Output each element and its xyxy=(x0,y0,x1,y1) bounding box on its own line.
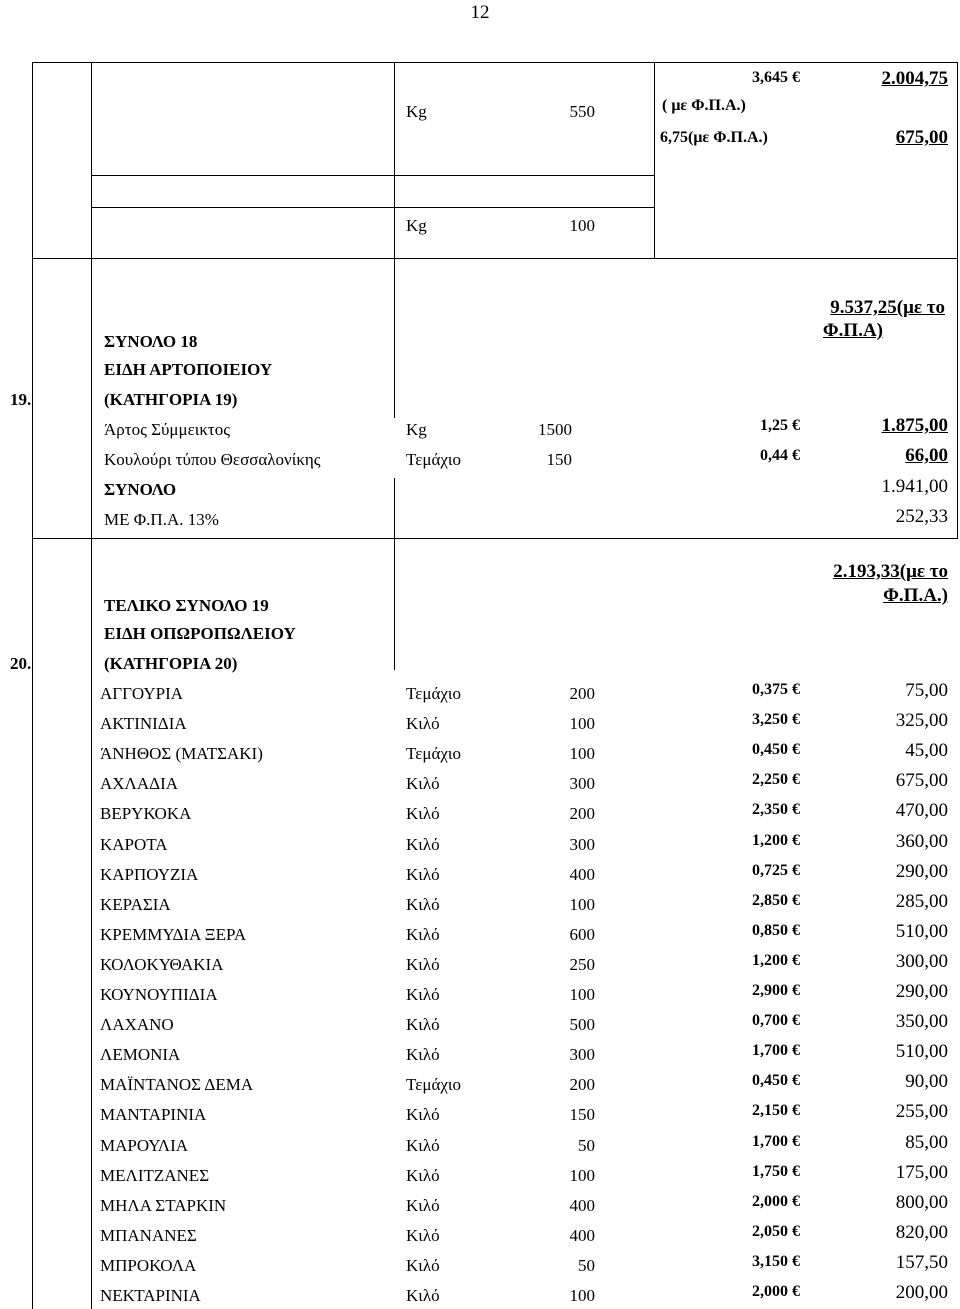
item-quantity: 100 xyxy=(569,1286,595,1305)
item-unit: Κιλό xyxy=(406,1015,440,1034)
item-quantity: 400 xyxy=(569,1226,595,1245)
item-name: ΜΑΪΝΤΑΝΟΣ ΔΕΜΑ xyxy=(100,1075,254,1094)
item-quantity: 200 xyxy=(569,684,595,703)
item-total: 800,00 xyxy=(895,1192,948,1213)
item-name: ΒΕΡΥΚΟΚΑ xyxy=(100,804,192,823)
column-divider xyxy=(394,538,395,670)
price-note: ( με Φ.Π.Α.) xyxy=(662,97,746,114)
price-table xyxy=(0,62,958,1309)
item-name: ΑΧΛΑΔΙΑ xyxy=(100,774,179,793)
column-divider xyxy=(394,478,395,538)
item-name: ΜΠΑΝΑΝΕΣ xyxy=(100,1226,197,1245)
section-19-final-value: 2.193,33(με το xyxy=(833,561,948,582)
item-total: 157,50 xyxy=(895,1252,948,1273)
item-price: 1,200 € xyxy=(752,832,800,849)
item-price: 0,375 € xyxy=(752,681,800,698)
item-name: ΜΑΝΤΑΡΙΝΙΑ xyxy=(100,1105,207,1124)
item-name: ΚΑΡΠΟΥΖΙΑ xyxy=(100,865,199,884)
item-unit: Κιλό xyxy=(406,865,440,884)
item-quantity: 500 xyxy=(569,1015,595,1034)
section-19-final-value: Φ.Π.Α.) xyxy=(883,585,948,606)
item-name: ΚΕΡΑΣΙΑ xyxy=(100,895,171,914)
item-unit: Κιλό xyxy=(406,1105,440,1124)
item-total: 75,00 xyxy=(905,680,948,701)
item-name: ΑΓΓΟΥΡΙΑ xyxy=(100,684,184,703)
item-quantity: 100 xyxy=(569,895,595,914)
row-divider xyxy=(32,258,958,259)
row-divider xyxy=(32,538,958,539)
item-total: 66,00 xyxy=(905,445,948,466)
item-name: ΜΕΛΙΤΖΑΝΕΣ xyxy=(100,1166,210,1185)
item-price: 2,900 € xyxy=(752,982,800,999)
item-unit: Κιλό xyxy=(406,925,440,944)
item-unit: Κιλό xyxy=(406,1226,440,1245)
item-price: 1,750 € xyxy=(752,1163,800,1180)
item-quantity: 300 xyxy=(569,835,595,854)
item-total: 510,00 xyxy=(895,1041,948,1062)
item-price: 1,200 € xyxy=(752,952,800,969)
row-divider xyxy=(91,175,655,176)
item-price: 0,725 € xyxy=(752,862,800,879)
item-total: 470,00 xyxy=(895,800,948,821)
price-cell: 6,75(με Φ.Π.Α.) xyxy=(660,129,768,146)
column-divider xyxy=(394,258,395,418)
item-quantity: 250 xyxy=(569,955,595,974)
column-divider xyxy=(654,62,655,258)
item-price: 2,000 € xyxy=(752,1283,800,1300)
item-total: 510,00 xyxy=(895,921,948,942)
item-quantity: 200 xyxy=(569,804,595,823)
item-name: ΜΠΡΟΚΟΛΑ xyxy=(100,1256,197,1275)
item-total: 290,00 xyxy=(895,861,948,882)
item-total: 45,00 xyxy=(905,740,948,761)
item-price: 3,250 € xyxy=(752,711,800,728)
item-total: 255,00 xyxy=(895,1101,948,1122)
item-unit: Κιλό xyxy=(406,1136,440,1155)
item-total: 325,00 xyxy=(895,710,948,731)
item-total: 1.875,00 xyxy=(881,415,948,436)
section-19-sum-label: ΣΥΝΟΛΟ xyxy=(104,480,177,499)
item-name: ΚΑΡΟΤΑ xyxy=(100,835,168,854)
section-19-vat-label: ΜΕ Φ.Π.Α. 13% xyxy=(104,510,219,529)
item-unit: Κιλό xyxy=(406,955,440,974)
item-quantity: 600 xyxy=(569,925,595,944)
item-name: ΛΕΜΟΝΙΑ xyxy=(100,1045,181,1064)
item-price: 2,250 € xyxy=(752,771,800,788)
item-price: 1,700 € xyxy=(752,1133,800,1150)
item-unit: Κιλό xyxy=(406,774,440,793)
item-total: 360,00 xyxy=(895,831,948,852)
item-quantity: 100 xyxy=(569,744,595,763)
item-unit: Τεμάχιο xyxy=(406,1075,461,1094)
row-divider xyxy=(32,62,958,63)
item-total: 175,00 xyxy=(895,1162,948,1183)
item-unit: Τεμάχιο xyxy=(406,744,461,763)
item-name: ΚΟΥΝΟΥΠΙΔΙΑ xyxy=(100,985,218,1004)
column-divider xyxy=(91,62,92,258)
item-price: 0,44 € xyxy=(760,447,800,464)
item-price: 1,25 € xyxy=(760,417,800,434)
item-unit: Κιλό xyxy=(406,1045,440,1064)
item-price: 0,450 € xyxy=(752,1072,800,1089)
item-unit: Κιλό xyxy=(406,835,440,854)
item-price: 0,700 € xyxy=(752,1012,800,1029)
item-total: 90,00 xyxy=(905,1071,948,1092)
item-unit: Κιλό xyxy=(406,1196,440,1215)
item-name: ΜΗΛΑ ΣΤΑΡΚΙΝ xyxy=(100,1196,227,1215)
item-quantity: 1500 xyxy=(538,420,572,439)
item-quantity: 200 xyxy=(569,1075,595,1094)
item-unit: Τεμάχιο xyxy=(406,684,461,703)
item-name: ΜΑΡΟΥΛΙΑ xyxy=(100,1136,189,1155)
section-20-category: (ΚΑΤΗΓΟΡΙΑ 20) xyxy=(104,654,238,673)
item-total: 290,00 xyxy=(895,981,948,1002)
unit-cell: Kg xyxy=(406,102,427,121)
item-name: ΚΡΕΜΜΥΔΙΑ ΞΕΡΑ xyxy=(100,925,247,944)
item-quantity: 400 xyxy=(569,865,595,884)
item-total: 300,00 xyxy=(895,951,948,972)
section-19-title: ΕΙΔΗ ΑΡΤΟΠΟΙΕΙΟΥ xyxy=(104,360,273,379)
item-name: ΆΝΗΘΟΣ (ΜΑΤΣΑΚΙ) xyxy=(100,744,263,763)
quantity-cell: 550 xyxy=(569,102,595,121)
item-price: 0,850 € xyxy=(752,922,800,939)
page-number: 12 xyxy=(470,2,490,23)
total-cell: 675,00 xyxy=(895,127,948,148)
item-total: 200,00 xyxy=(895,1282,948,1303)
item-price: 2,350 € xyxy=(752,801,800,818)
item-price: 2,000 € xyxy=(752,1193,800,1210)
section-19-category: (ΚΑΤΗΓΟΡΙΑ 19) xyxy=(104,390,238,409)
section-20-number: 20. xyxy=(10,654,32,673)
item-unit: Κιλό xyxy=(406,1166,440,1185)
table-border-left xyxy=(32,62,33,1309)
item-unit: Κιλό xyxy=(406,895,440,914)
item-quantity: 100 xyxy=(569,714,595,733)
table-border-right xyxy=(957,62,958,538)
item-name: Κουλούρι τύπου Θεσσαλονίκης xyxy=(104,450,321,469)
total-18-label: ΣΥΝΟΛΟ 18 xyxy=(104,332,198,351)
item-quantity: 100 xyxy=(569,1166,595,1185)
item-unit: Κιλό xyxy=(406,1256,440,1275)
item-unit: Κιλό xyxy=(406,1286,440,1305)
item-price: 2,050 € xyxy=(752,1223,800,1240)
item-total: 285,00 xyxy=(895,891,948,912)
item-unit: Τεμάχιο xyxy=(406,450,461,469)
item-name: ΛΑΧΑΝΟ xyxy=(100,1015,174,1034)
item-price: 0,450 € xyxy=(752,741,800,758)
item-quantity: 50 xyxy=(578,1256,595,1275)
item-name: Άρτος Σύμμεικτος xyxy=(104,420,230,439)
total-18-value: 9.537,25(με το xyxy=(830,297,945,318)
item-quantity: 300 xyxy=(569,1045,595,1064)
section-19-number: 19. xyxy=(10,390,32,409)
item-price: 2,150 € xyxy=(752,1102,800,1119)
item-name: ΑΚΤΙΝΙΔΙΑ xyxy=(100,714,187,733)
item-total: 675,00 xyxy=(895,770,948,791)
column-divider xyxy=(91,538,92,1309)
item-name: ΝΕΚΤΑΡΙΝΙΑ xyxy=(100,1286,201,1305)
item-total: 85,00 xyxy=(905,1132,948,1153)
item-total: 820,00 xyxy=(895,1222,948,1243)
item-unit: Kg xyxy=(406,420,427,439)
item-quantity: 50 xyxy=(578,1136,595,1155)
row-divider xyxy=(91,207,655,208)
item-quantity: 150 xyxy=(569,1105,595,1124)
item-price: 2,850 € xyxy=(752,892,800,909)
quantity-cell: 100 xyxy=(569,216,595,235)
column-divider xyxy=(394,62,395,258)
section-19-final-label: ΤΕΛΙΚΟ ΣΥΝΟΛΟ 19 xyxy=(104,596,269,615)
item-total: 350,00 xyxy=(895,1011,948,1032)
item-price: 1,700 € xyxy=(752,1042,800,1059)
total-cell: 2.004,75 xyxy=(881,68,948,89)
item-price: 3,150 € xyxy=(752,1253,800,1270)
item-quantity: 400 xyxy=(569,1196,595,1215)
item-quantity: 100 xyxy=(569,985,595,1004)
total-18-value: Φ.Π.Α) xyxy=(822,320,883,341)
item-unit: Κιλό xyxy=(406,985,440,1004)
price-cell: 3,645 € xyxy=(752,69,800,86)
column-divider xyxy=(91,258,92,538)
section-19-sum-value: 1.941,00 xyxy=(881,476,948,497)
item-quantity: 150 xyxy=(546,450,572,469)
item-unit: Κιλό xyxy=(406,714,440,733)
item-quantity: 300 xyxy=(569,774,595,793)
section-19-vat-value: 252,33 xyxy=(895,506,948,527)
item-name: ΚΟΛΟΚΥΘΑΚΙΑ xyxy=(100,955,224,974)
unit-cell: Kg xyxy=(406,216,427,235)
item-unit: Κιλό xyxy=(406,804,440,823)
section-20-title: ΕΙΔΗ ΟΠΩΡΟΠΩΛΕΙΟΥ xyxy=(104,624,296,643)
